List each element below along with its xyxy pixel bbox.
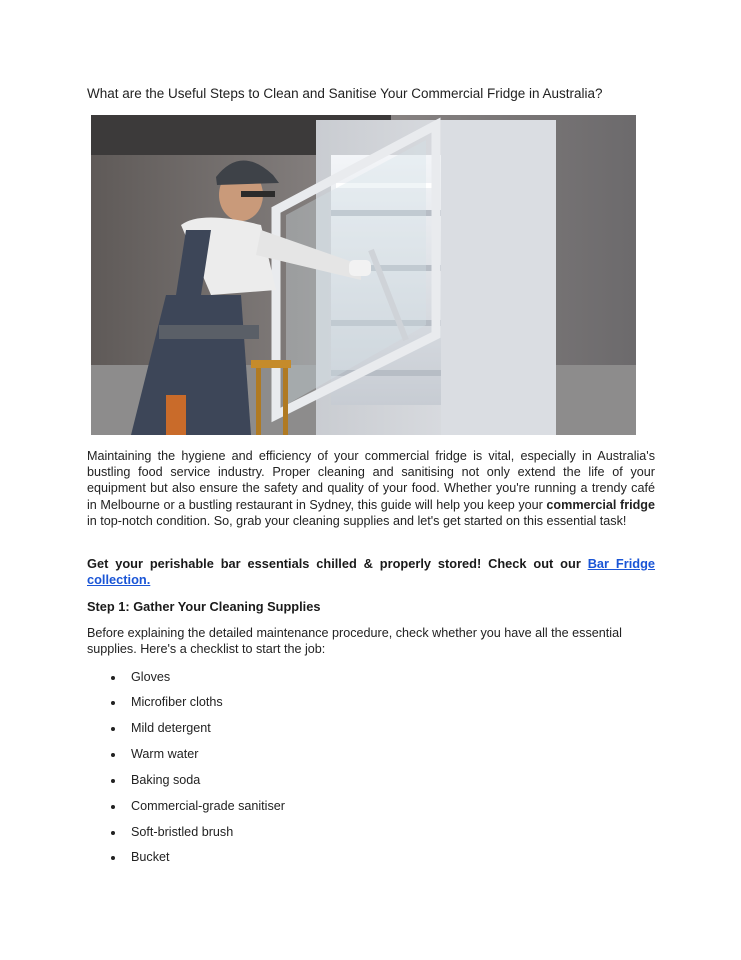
- list-item-text: Mild detergent: [131, 721, 211, 735]
- list-item-text: Gloves: [131, 670, 171, 684]
- bullet-icon: [111, 779, 115, 783]
- bullet-icon: [111, 701, 115, 705]
- intro-paragraph: [87, 448, 655, 529]
- cta-text: Get your perishable bar essentials chilled & properly stored! Check out our: [87, 556, 588, 571]
- article-title: What are the Useful Steps to Clean and Sanitise Your Commercial Fridge in Australia?: [87, 86, 603, 101]
- list-item-text: Soft-bristled brush: [131, 825, 234, 839]
- fridge-cleaning-photo: [91, 115, 636, 435]
- bullet-icon: [111, 753, 115, 757]
- bullet-icon: [111, 831, 115, 835]
- intro-text-1: Maintaining the hygiene and efficiency of your commercial fridge is vital, especially in Australia's bustling food service industry. Proper cleaning and sanitising not only extend the life of your equipment but also ensure the safety and quality of your food. Whether you're running a trendy café in Melbourne or a bustling restaurant in Sydney, this guide will help you keep your: [87, 449, 655, 512]
- list-item-text: Baking soda: [131, 773, 201, 787]
- list-item-text: Commercial-grade sanitiser: [131, 799, 285, 813]
- cta-paragraph: [87, 556, 655, 588]
- step1-lead-paragraph: Before explaining the detailed maintenance procedure, check whether you have all the essential supplies. Here's a checklist to start the job:: [87, 626, 622, 657]
- list-item-text: Microfiber cloths: [131, 695, 223, 709]
- bullet-icon: [111, 856, 115, 860]
- bullet-icon: [111, 727, 115, 731]
- intro-text-2: in top-notch condition. So, grab your cleaning supplies and let's get started on this essential task!: [87, 513, 627, 528]
- list-item-text: Bucket: [131, 850, 170, 864]
- bullet-icon: [111, 805, 115, 809]
- intro-bold-keyword: commercial fridge: [546, 497, 655, 512]
- bullet-icon: [111, 676, 115, 680]
- list-item-text: Warm water: [131, 747, 199, 761]
- bar-fridge-collection-link[interactable]: Bar Fridge collection.: [87, 556, 656, 587]
- hero-image: [91, 115, 636, 435]
- step1-heading: Step 1: Gather Your Cleaning Supplies: [87, 599, 321, 614]
